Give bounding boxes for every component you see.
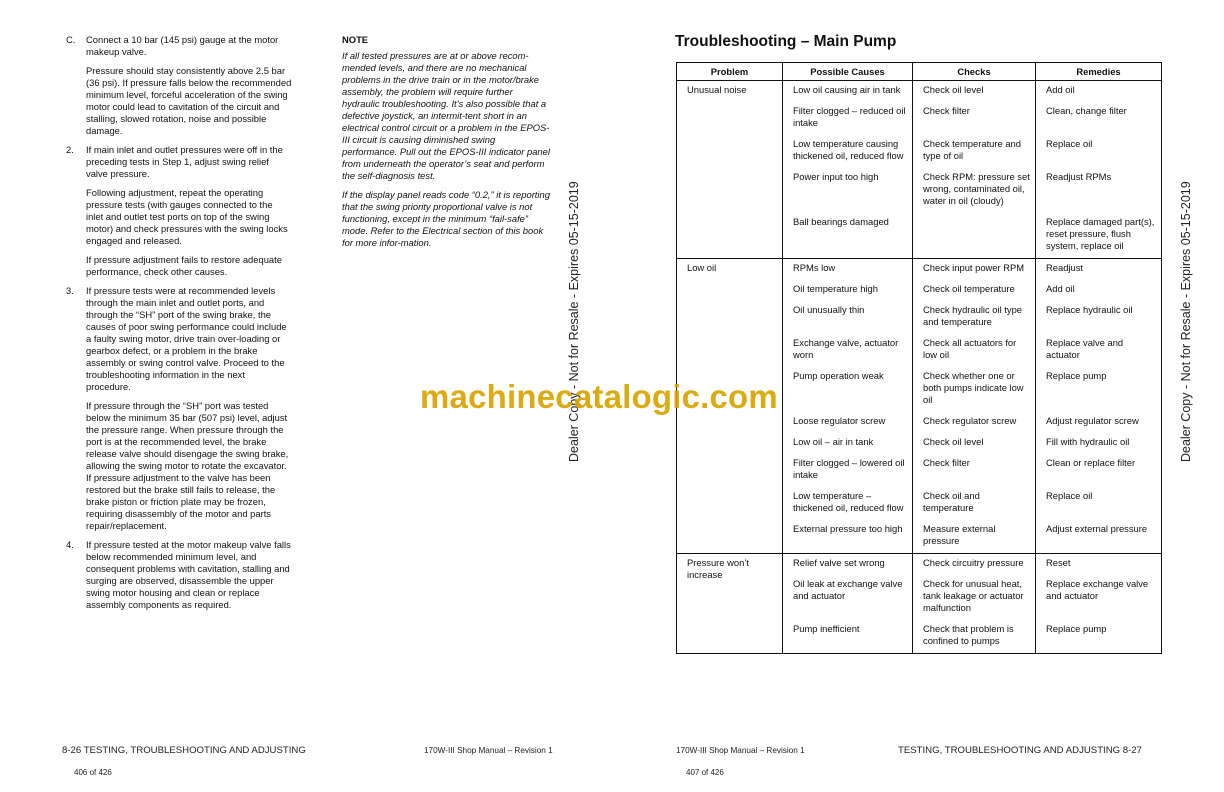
cause-entry: Pump operation weak <box>793 370 884 381</box>
problem-cell <box>677 554 783 654</box>
step-paragraph: If pressure tested at the motor makeup valve falls below recommended minimum level, and consequent problems with cavitation, stalling and surging are observed, disassemble the upper swing motor housing and clean or replace assembly components as required. <box>86 539 291 610</box>
check-entry: Check input power RPM <box>923 262 1025 273</box>
column-header: Remedies <box>1036 63 1162 81</box>
remedy-entry: Readjust <box>1046 262 1084 273</box>
page-count-right: 407 of 426 <box>686 768 724 777</box>
problem-cell <box>677 81 783 259</box>
check-entry: Check whether one or both pumps indicate low oil <box>923 370 1024 405</box>
brand-watermark: machinecatalogic.com <box>420 378 778 415</box>
column-header: Possible Causes <box>783 63 913 81</box>
check-entry: Check RPM: pressure set wrong, contaminated oil, water in oil (cloudy) <box>923 171 1030 206</box>
cause-column-cell <box>783 554 913 654</box>
check-entry: Check temperature and type of oil <box>923 138 1021 161</box>
step-paragraph: Following adjustment, repeat the operating pressure tests (with gauges connected to the inlet and outlet test ports on top of the swing motor) and check pressures with the swing locks engaged and released. <box>86 187 288 246</box>
step-2 <box>66 144 292 278</box>
check-entry: Check all actuators for low oil <box>923 337 1017 360</box>
check-column-cell <box>913 554 1036 654</box>
step-c <box>66 34 292 137</box>
remedy-entry: Replace damaged part(s), reset pressure, flush system, replace oil <box>1046 216 1155 251</box>
footer-left-manual: 170W-III Shop Manual – Revision 1 <box>424 746 553 755</box>
remedy-entry: Replace exchange valve and actuator <box>1046 578 1149 601</box>
remedy-entry: Adjust external pressure <box>1046 523 1148 534</box>
remedy-entry: Add oil <box>1046 283 1075 294</box>
check-entry: Check filter <box>923 457 970 468</box>
step-4 <box>66 539 292 611</box>
check-entry: Check for unusual heat, tank leakage or actuator malfunction <box>923 578 1024 613</box>
check-entry: Check oil level <box>923 436 984 447</box>
step-c-text: Connect a 10 bar (145 psi) gauge at the motor makeup valve. <box>86 34 279 57</box>
cause-entry: Filter clogged – lowered oil intake <box>793 457 905 480</box>
check-entry: Check filter <box>923 105 970 116</box>
check-entry: Check circuitry pressure <box>923 557 1024 568</box>
cause-entry: Low oil – air in tank <box>793 436 874 447</box>
table-header-row <box>677 63 1162 81</box>
remedy-entry: Replace valve and actuator <box>1046 337 1124 360</box>
table-row <box>677 554 1162 654</box>
remedy-entry: Adjust regulator screw <box>1046 415 1139 426</box>
check-entry <box>913 213 1035 258</box>
cause-entry: RPMs low <box>793 262 836 273</box>
check-entry: Measure external pressure <box>923 523 996 546</box>
column-header: Checks <box>913 63 1036 81</box>
check-entry: Check oil and temperature <box>923 490 980 513</box>
cause-entry: Filter clogged – reduced oil intake <box>793 105 906 128</box>
cause-entry: Oil unusually thin <box>793 304 865 315</box>
footer-right-section: TESTING, TROUBLESHOOTING AND ADJUSTING 8-27 <box>898 745 1142 756</box>
step-number: 4. <box>66 539 74 550</box>
step-paragraph: If main inlet and outlet pressures were off in the preceding tests in Step 1, adjust swing relief valve pressure. <box>86 144 283 179</box>
column-header: Problem <box>677 63 783 81</box>
table-row <box>677 81 1162 259</box>
cause-entry: Ball bearings damaged <box>793 216 889 227</box>
remedy-entry: Replace oil <box>1046 138 1093 149</box>
remedy-entry: Clean or replace filter <box>1046 457 1136 468</box>
check-entry: Check hydraulic oil type and temperature <box>923 304 1023 327</box>
cause-entry: Low temperature – thickened oil, reduced flow <box>793 490 904 513</box>
cause-entry: External pressure too high <box>793 523 903 534</box>
step-c-label: C. <box>66 34 76 45</box>
remedy-entry: Replace pump <box>1046 623 1107 634</box>
check-entry: Check oil level <box>923 84 984 95</box>
remedy-entry: Replace hydraulic oil <box>1046 304 1133 315</box>
check-entry: Check that problem is confined to pumps <box>923 623 1014 646</box>
cause-entry: Oil leak at exchange valve and actuator <box>793 578 903 601</box>
remedy-entry: Add oil <box>1046 84 1075 95</box>
cause-entry: Pump inefficient <box>793 623 860 634</box>
remedy-entry: Replace pump <box>1046 370 1107 381</box>
step-3 <box>66 285 292 532</box>
step-number: 3. <box>66 285 74 296</box>
remedy-entry: Replace oil <box>1046 490 1093 501</box>
dealer-watermark-right: Dealer Copy - Not for Resale - Expires 05-15-2019 <box>1179 181 1193 462</box>
remedy-entry: Readjust RPMs <box>1046 171 1112 182</box>
step-paragraph: If pressure through the “SH” port was tested below the minimum 35 bar (507 psi) level, adjust the pressure range. When pressure through the port is at the recommended level, the brake release valve should disengage the swing brake, allowing the swing motor to rotate the excavator. If pressure adjustment to the valve has been restored but the brake still fails to release, the brake piston or friction plate may be frozen, requiring disassembly of the motor and parts repair/replacement. <box>86 400 289 531</box>
cause-entry: Oil temperature high <box>793 283 878 294</box>
cause-column-cell <box>783 81 913 259</box>
step-paragraph: If pressure adjustment fails to restore adequate performance, check other causes. <box>86 254 282 277</box>
troubleshooting-table <box>676 62 1162 654</box>
cause-entry: Power input too high <box>793 171 879 182</box>
dealer-watermark-left: Dealer Copy - Not for Resale - Expires 05-15-2019 <box>567 181 581 462</box>
note-paragraph: If the display panel reads code “0.2,” it is reporting that the swing priority proportional valve is not functioning, except in the minimum “fail-safe” mode. Refer to the Electrical section of this book for more infor-mation. <box>342 189 550 248</box>
cause-entry: Relief valve set wrong <box>793 557 885 568</box>
step-paragraph: If pressure tests were at recommended levels through the main inlet and outlet ports, and through the “SH” port of the swing brake, the causes of poor swing performance could include a faulty swing motor, drive train over-loading or gearbox defect, or a problem in the brake assembly or swing control valve. Proceed to the troubleshooting information in the next procedure. <box>86 285 287 392</box>
cause-entry: Exchange valve, actuator worn <box>793 337 899 360</box>
problem-label: Pressure won’t increase <box>687 557 750 580</box>
cause-column-cell <box>783 259 913 554</box>
cause-entry: Low temperature causing thickened oil, reduced flow <box>793 138 904 161</box>
note-title: NOTE <box>342 34 369 45</box>
left-page-body <box>66 34 292 618</box>
remedy-column-cell <box>1036 554 1162 654</box>
remedy-column-cell <box>1036 81 1162 259</box>
note-paragraph: If all tested pressures are at or above recom-mended levels, and there are no mechanical problems in the drive train or in the motor/brake assembly, the problem will require further hydraulic troubleshooting. It’s also possible that a defective joystick, an intermit-tent short in an electrical control circuit or a problem in the EPOS-III circuit is causing diminished swing performance. Pull out the EPOS-III indicator panel from underneath the operator’s seat and perform the self-diagnosis test. <box>342 50 550 181</box>
check-column-cell <box>913 259 1036 554</box>
check-entry: Check oil temperature <box>923 283 1015 294</box>
page-count-left: 406 of 426 <box>74 768 112 777</box>
check-entry: Check regulator screw <box>923 415 1017 426</box>
problem-label: Unusual noise <box>687 84 747 95</box>
problem-label: Low oil <box>687 262 717 273</box>
remedy-entry: Clean, change filter <box>1046 105 1127 116</box>
page-title: Troubleshooting – Main Pump <box>675 33 897 50</box>
remedy-entry: Reset <box>1046 557 1071 568</box>
remedy-column-cell <box>1036 259 1162 554</box>
footer-right-manual: 170W-III Shop Manual – Revision 1 <box>676 746 805 755</box>
step-c-text: Pressure should stay consistently above 2.5 bar (36 psi). If pressure falls below the recommended minimum level, forceful acceleration of the swing motor could lead to cavitation of the circuit and stalling, slowed rotation, noise and possible damage. <box>86 65 292 136</box>
step-number: 2. <box>66 144 74 155</box>
check-column-cell <box>913 81 1036 259</box>
cause-entry: Low oil causing air in tank <box>793 84 901 95</box>
cause-entry: Loose regulator screw <box>793 415 886 426</box>
remedy-entry: Fill with hydraulic oil <box>1046 436 1130 447</box>
note-box <box>342 34 552 256</box>
footer-left-section: 8-26 TESTING, TROUBLESHOOTING AND ADJUSTING <box>62 745 306 756</box>
